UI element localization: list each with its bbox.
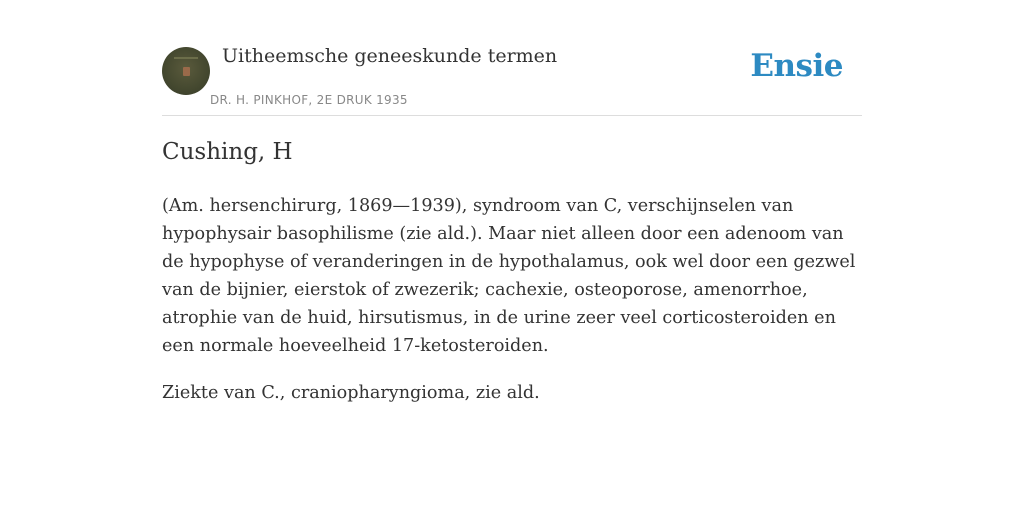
- entry-body: [162, 192, 862, 426]
- book-spine-decoration: [174, 57, 198, 59]
- book-cover-avatar[interactable]: [162, 47, 210, 95]
- entry-paragraph: (Am. hersenchirurg, 1869—1939), syndroom van C, verschijnselen van hypophysair basophilisme (zie ald.). Maar niet alleen door een adenoom van de hypophyse of veranderingen in de hypothalamus, ook wel door een gezwel van de bijnier, eierstok of zwezerik; cachexie, osteoporose, amenorrhoe, atrophie van de huid, hirsutismus, in de urine zeer veel corticosteroiden en een normale hoeveelheid 17-ketosteroiden.: [162, 196, 856, 356]
- source-title[interactable]: Uitheemsche geneeskunde termen: [222, 45, 558, 67]
- book-icon: [183, 67, 190, 76]
- source-header: [162, 0, 862, 116]
- entry-title: Cushing, H: [162, 139, 293, 165]
- ensie-logo-link[interactable]: Ensie: [750, 48, 843, 84]
- source-subtitle: DR. H. PINKHOF, 2E DRUK 1935: [210, 93, 408, 107]
- page-content: [162, 0, 862, 403]
- entry-paragraph: Ziekte van C., craniopharyngioma, zie ald.: [162, 383, 540, 403]
